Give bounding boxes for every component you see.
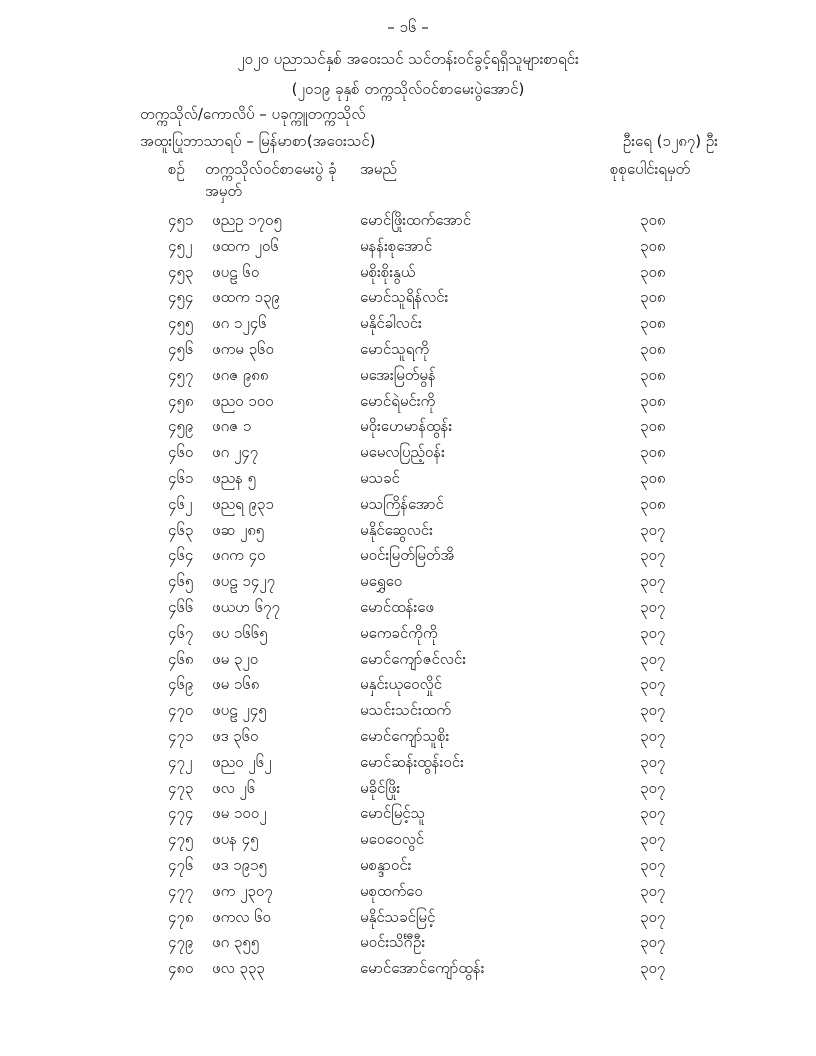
marks-cell: ၃၀၇ [640,701,666,720]
document-title: ၂၀၂၀ ပညာသင်နှစ် အဝေးသင် သင်တန်းဝင်ခွင့်ရရှိသူများစာရင်း [237,50,579,68]
serial-cell: ၄၆၆ [168,597,194,616]
name-cell: မောင်ကျော်ဇင်လင်း [360,649,466,668]
name-cell: မခိုင်ဖြိုး [360,778,401,797]
name-cell: မအေးမြတ်မွန် [360,365,436,384]
marks-cell: ၃၀၇ [640,804,666,823]
serial-cell: ၄၇၀ [168,701,194,720]
name-cell: မသခင် [360,468,400,487]
serial-cell: ၄၇၇ [168,881,194,900]
marks-cell: ၃၀၇ [640,649,666,668]
name-cell: မဝိုးဟေမာန်ထွန်း [360,417,453,436]
serial-cell: ၄၅၂ [168,236,193,255]
table-row [0,675,816,701]
name-cell: မောင်အောင်ကျော်ထွန်း [360,959,485,978]
marks-cell: ၃၀၈ [640,391,666,410]
table-row [0,572,816,598]
marks-cell: ၃၀၈ [640,417,666,436]
name-cell: မောင်ထန်းဖေ [360,597,434,616]
marks-cell: ၃၀၈ [640,365,666,384]
serial-cell: ၄၅၅ [168,314,194,333]
reg-cell: ဖလ ၃၃၃ [212,959,265,978]
reg-cell: ဖဆ ၂၈၅ [212,520,265,539]
reg-cell: ဖထက ၂၀၆ [212,236,279,255]
marks-cell: ၃၀၇ [640,572,666,591]
serial-cell: ၄၇၃ [168,778,194,797]
marks-cell: ၃၀၇ [640,933,666,952]
serial-cell: ၄၅၆ [168,339,194,358]
reg-cell: ဖမ ၁၆၈ [212,675,260,694]
table-row [0,624,816,650]
reg-cell: ဖမ ၁၀၀၂ [212,804,267,823]
marks-cell: ၃၀၇ [640,830,666,849]
table-row [0,856,816,882]
total-count: ဦးရေ (၁၂၈၇) ဦး [622,132,718,150]
reg-cell: ဖဂဇ ၁ [212,417,252,436]
serial-cell: ၄၇၅ [168,830,194,849]
marks-cell: ၃၀၈ [640,211,666,229]
reg-cell: ဖဒ ၃၆၀ [212,726,259,745]
name-cell: မနှင်းယုဝေလှိုင် [360,675,442,694]
serial-cell: ၄၇၄ [168,804,194,823]
marks-cell: ၃၀၇ [640,959,666,978]
table-row [0,340,816,366]
marks-cell: ၃၀၇ [640,546,666,565]
serial-cell: ၄၆၈ [168,649,194,668]
name-cell: မစုထက်ဝေ [360,881,423,900]
reg-cell: ဖပဠ ၁၄၂၇ [212,572,276,591]
table-row [0,263,816,289]
marks-cell: ၃၀၇ [640,597,666,616]
marks-cell: ၃၀၈ [640,236,666,255]
reg-cell: ဖယဟ ၆၇၇ [212,597,280,616]
serial-cell: ၄၆၉ [168,675,194,694]
serial-cell: ၄၆၇ [168,623,194,642]
table-row [0,804,816,830]
table-row [0,392,816,418]
name-cell: မနိုင်ခါလင်း [360,314,422,333]
table-row [0,521,816,547]
name-cell: မကေခင်ကိုကို [360,623,438,642]
marks-cell: ၃၀၇ [640,726,666,745]
reg-cell: ဖထက ၁၃၉ [212,288,280,307]
name-cell: မောင်သူရကို [360,339,429,358]
reg-cell: ဖညရ ၉၃၁ [212,494,274,513]
marks-cell: ၃၀၇ [640,855,666,874]
marks-cell: ၃၀၈ [640,468,666,487]
table-row [0,779,816,805]
marks-cell: ၃၀၈ [640,494,666,513]
marks-cell: ၃၀၇ [640,675,666,694]
table-row [0,701,816,727]
marks-cell: ၃၀၈ [640,288,666,307]
marks-cell: ၃၀၇ [640,520,666,539]
table-row [0,598,816,624]
header-marks: စုစုပေါင်းရမှတ် [610,160,691,178]
reg-cell: ဖလ ၂၆ [212,778,256,797]
serial-cell: ၄၆၄ [168,546,194,565]
table-row [0,908,816,934]
serial-cell: ၄၈၀ [168,959,194,978]
serial-cell: ၄၆၁ [168,468,194,487]
table-row [0,417,816,443]
name-cell: မမေလပြည့်ဝန်း [360,443,445,462]
reg-cell: ဖညန ၅ [212,468,257,487]
serial-cell: ၄၅၉ [168,417,194,436]
marks-cell: ၃၀၈ [640,262,666,281]
name-cell: မသင်းသင်းထက် [360,701,452,720]
name-cell: မောင်ကျော်သူစိုး [360,726,450,745]
reg-cell: ဖပဠ ၆၀ [212,262,260,281]
marks-cell: ၃၀၇ [640,752,666,771]
name-cell: မနိုင်သခင်မြင့် [360,907,436,926]
marks-cell: ၃၀၈ [640,314,666,333]
name-cell: မသကြိန်အောင် [360,494,444,513]
serial-cell: ၄၅၁ [168,211,194,229]
table-row [0,469,816,495]
serial-cell: ၄၅၃ [168,262,194,281]
table-row [0,650,816,676]
marks-cell: ၃၀၇ [640,881,666,900]
marks-cell: ၃၀၇ [640,907,666,926]
reg-cell: ဖညဥ ၁၇၀၅ [212,211,282,229]
marks-cell: ၃၀၇ [640,623,666,642]
reg-cell: ဖဂ ၁၂၄၆ [212,314,267,333]
table-row [0,288,816,314]
serial-cell: ၄၇၁ [168,726,194,745]
reg-cell: ဖကမ ၃၆၀ [212,339,274,358]
page-number: – ၁၆ – [387,18,429,36]
reg-cell: ဖဂ ၂၄၇ [212,443,259,462]
name-cell: မဝေဝေလွင် [360,830,425,849]
table-row [0,495,816,521]
reg-cell: ဖမ ၃၂၀ [212,649,259,668]
name-cell: မောင်မြင့်သူ [360,804,426,823]
marks-cell: ၃၀၈ [640,443,666,462]
reg-cell: ဖကလ ၆၀ [212,907,271,926]
reg-cell: ဖပန ၄၅ [212,830,259,849]
reg-cell: ဖက ၂၃၀၇ [212,881,273,900]
table-row [0,933,816,959]
table-row [0,237,816,263]
reg-cell: ဖဂ ၃၅၅ [212,933,260,952]
name-cell: မရွှေဝေ [360,572,403,591]
table-row [0,211,816,237]
reg-cell: ဖညဝ ၁၀၀ [212,391,274,410]
table-row [0,959,816,985]
reg-cell: ဖဒ ၁၉၁၅ [212,855,267,874]
serial-cell: ၄၆၂ [168,494,193,513]
serial-cell: ၄၅၇ [168,365,194,384]
serial-cell: ၄၆၀ [168,443,194,462]
university-label: တက္ကသိုလ်/ကောလိပ် – ပခုက္ကူတက္ကသိုလ် [140,105,366,123]
table-row [0,753,816,779]
table-row [0,882,816,908]
reg-cell: ဖဂဇ ၉၈၈ [212,365,269,384]
serial-cell: ၄၇၆ [168,855,194,874]
serial-cell: ၄၇၈ [168,907,194,926]
serial-cell: ၄၆၅ [168,572,194,591]
name-cell: မောင်ရဲမင်းကို [360,391,436,410]
table-row [0,727,816,753]
name-cell: မောင်သူရိန်လင်း [360,288,449,307]
name-cell: မဝင်းမြတ်မြတ်အိ [360,546,455,565]
name-cell: မစန္ဒာဝင်း [360,855,412,874]
name-cell: မဝင်းသိင်္ဂီဦး [360,933,426,952]
serial-cell: ၄၆၃ [168,520,194,539]
serial-cell: ၄၅၄ [168,288,194,307]
table-row [0,830,816,856]
table-row [0,366,816,392]
serial-cell: ၄၇၂ [168,752,193,771]
reg-cell: ဖပ ၁၆၆၅ [212,623,268,642]
results-table [0,211,816,985]
marks-cell: ၃၀၈ [640,339,666,358]
serial-cell: ၄၅၈ [168,391,194,410]
reg-cell: ဖဂက ၄၀ [212,546,266,565]
name-cell: မစိုးစိုးနွယ် [360,262,416,281]
reg-cell: ဖပဠ ၂၄၅ [212,701,267,720]
document-subtitle: (၂၀၁၉ ခုနှစ် တက္ကသိုလ်ဝင်စာမေးပွဲအောင်) [291,80,525,98]
name-cell: မောင်ဖြိုးထက်အောင် [360,211,472,229]
table-row [0,314,816,340]
name-cell: မောင်ဆန်းထွန်းဝင်း [360,752,464,771]
reg-cell: ဖညဝ ၂၆၂ [212,752,272,771]
name-cell: မနိုင်ဆွေလင်း [360,520,433,539]
table-row [0,443,816,469]
header-name: အမည် [360,160,397,178]
name-cell: မနန်းစုအောင် [360,236,433,255]
marks-cell: ၃၀၇ [640,778,666,797]
header-reg-no: တက္ကသိုလ်ဝင်စာမေးပွဲ ခုံအမှတ် [205,160,337,200]
table-row [0,546,816,572]
serial-cell: ၄၇၉ [168,933,194,952]
header-serial: စဉ် [168,160,185,178]
subject-label: အထူးပြုဘာသာရပ် – မြန်မာစာ(အဝေးသင်) [140,132,376,150]
